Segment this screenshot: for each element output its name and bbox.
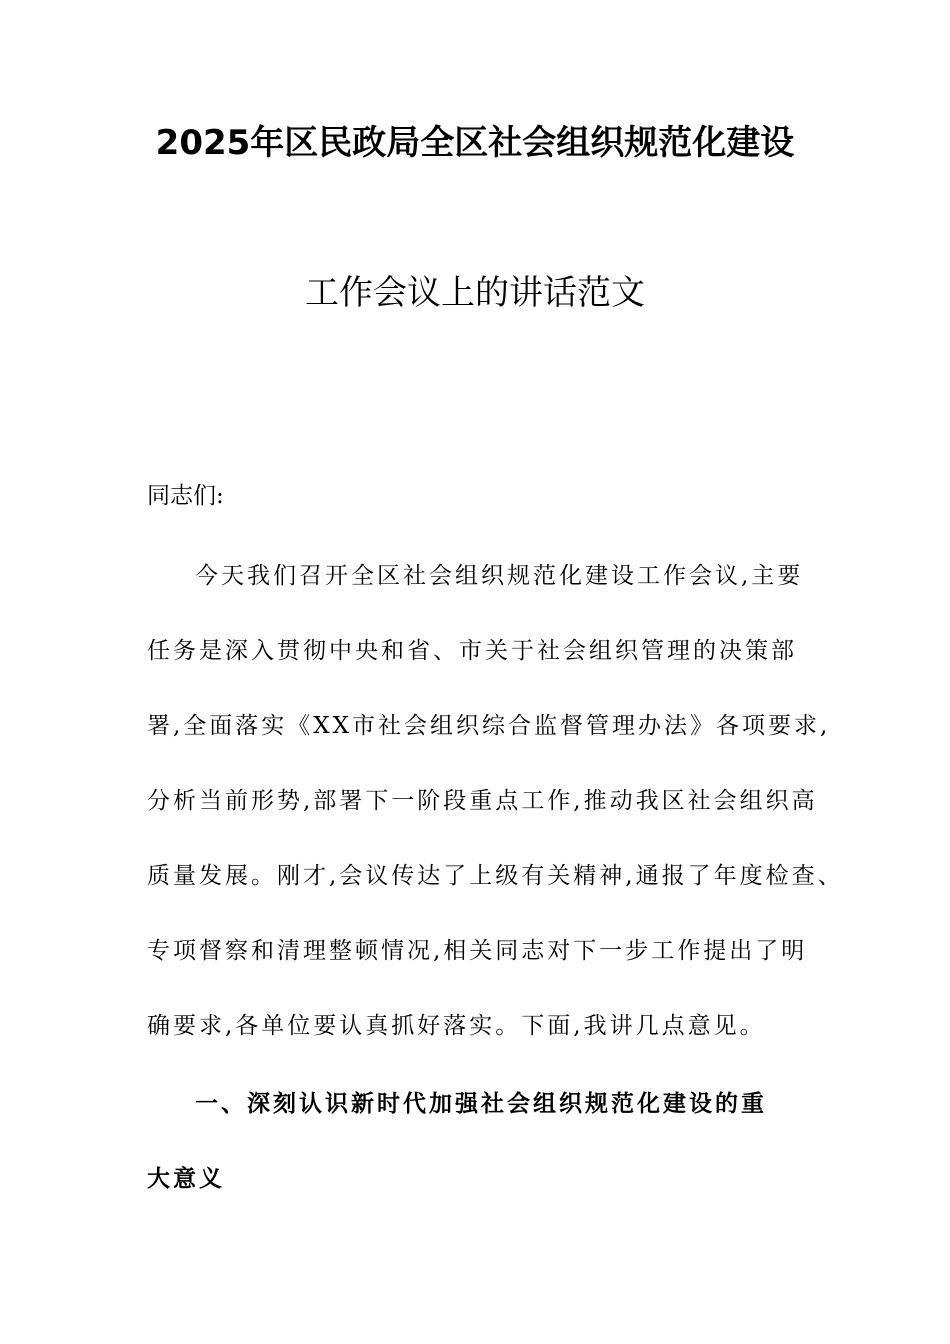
paragraph-line: 质量发展。刚才,会议传达了上级有关精神,通报了年度检查、 [147, 863, 844, 889]
paragraph-line: 今天我们召开全区社会组织规范化建设工作会议,主要 [195, 563, 804, 589]
heading-line: 一、深刻认识新时代加强社会组织规范化建设的重 [195, 1090, 767, 1117]
paragraph-line: 专项督察和清理整顿情况,相关同志对下一步工作提出了明 [147, 938, 808, 964]
paragraph-line: 署,全面落实《XX市社会组织综合监督管理办法》各项要求, [147, 713, 831, 739]
document-title-line-1: 2025年区民政局全区社会组织规范化建设 [155, 123, 795, 163]
paragraph-line: 确要求,各单位要认真抓好落实。下面,我讲几点意见。 [147, 1013, 766, 1039]
document-title-line-2: 工作会议上的讲话范文 [305, 273, 645, 313]
paragraph-line: 分析当前形势,部署下一阶段重点工作,推动我区社会组织高 [147, 788, 818, 814]
paragraph-line: 任务是深入贯彻中央和省、市关于社会组织管理的决策部 [147, 638, 797, 664]
salutation: 同志们: [147, 483, 224, 509]
heading-line: 大意义 [147, 1165, 225, 1192]
